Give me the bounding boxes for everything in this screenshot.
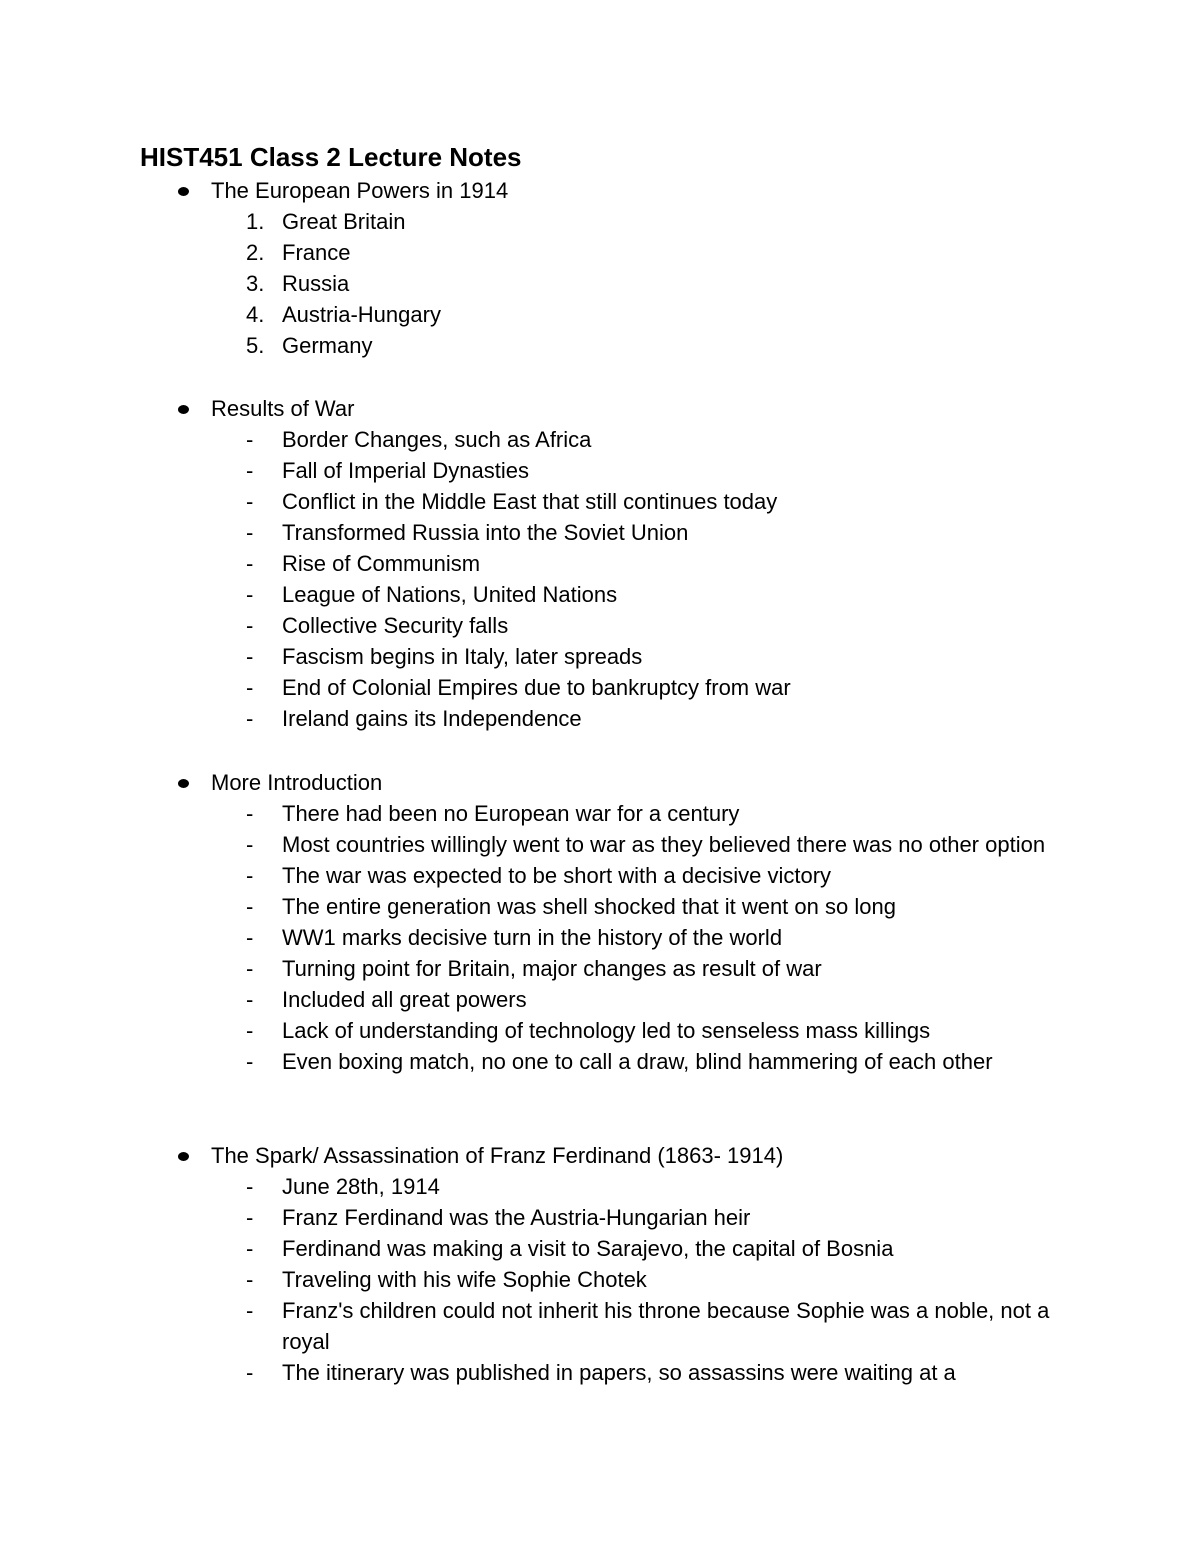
- section-heading-text: The European Powers in 1914: [211, 178, 509, 203]
- list-item: [0, 610, 1200, 641]
- list-marker: -: [246, 1205, 254, 1230]
- list-marker: -: [246, 1267, 254, 1292]
- section-heading-text: The Spark/ Assassination of Franz Ferdinand (1863- 1914): [211, 1143, 784, 1168]
- list-item-text: Traveling with his wife Sophie Chotek: [282, 1267, 647, 1292]
- section-heading: [0, 767, 1200, 798]
- list-marker: -: [246, 1018, 254, 1043]
- section-heading: [0, 1140, 1200, 1171]
- section-heading: [0, 393, 1200, 424]
- list-marker: -: [246, 644, 254, 669]
- list-item: [0, 330, 1200, 361]
- dash-list: [0, 1171, 1200, 1388]
- list-item: [0, 922, 1200, 953]
- list-item: [0, 641, 1200, 672]
- list-item: [0, 672, 1200, 703]
- section-european-powers: [0, 175, 1200, 361]
- list-item-text: League of Nations, United Nations: [282, 582, 618, 607]
- list-marker: -: [246, 675, 254, 700]
- list-item-text: Lack of understanding of technology led to senseless mass killings: [282, 1018, 931, 1043]
- list-item: [0, 953, 1200, 984]
- list-item-text: Turning point for Britain, major changes as result of war: [282, 956, 822, 981]
- list-item-text: Great Britain: [282, 209, 406, 234]
- list-item: [0, 548, 1200, 579]
- list-marker: -: [246, 551, 254, 576]
- page-title: HIST451 Class 2 Lecture Notes: [140, 142, 522, 172]
- list-marker: -: [246, 706, 254, 731]
- list-item: [0, 703, 1200, 734]
- list-marker: -: [246, 894, 254, 919]
- bullet-icon: [178, 779, 189, 788]
- bullet-icon: [178, 187, 189, 196]
- list-item: [0, 1046, 1200, 1077]
- list-marker: -: [246, 832, 254, 857]
- list-item-text: Franz's children could not inherit his throne because Sophie was a noble, not a royal: [282, 1298, 1050, 1354]
- list-item: [0, 455, 1200, 486]
- numbered-list: [0, 206, 1200, 361]
- list-item: [0, 424, 1200, 455]
- list-marker: -: [246, 801, 254, 826]
- list-item-text: Austria-Hungary: [282, 302, 441, 327]
- list-item-text: Rise of Communism: [282, 551, 481, 576]
- list-item: [0, 1295, 1200, 1357]
- list-item-text: Germany: [282, 333, 373, 358]
- list-item-text: End of Colonial Empires due to bankruptcy from war: [282, 675, 791, 700]
- list-item-text: Border Changes, such as Africa: [282, 427, 592, 452]
- section-heading-text: More Introduction: [211, 770, 383, 795]
- list-marker: -: [246, 489, 254, 514]
- list-item-text: France: [282, 240, 351, 265]
- list-item-text: Fascism begins in Italy, later spreads: [282, 644, 643, 669]
- list-marker: -: [246, 925, 254, 950]
- list-item: [0, 268, 1200, 299]
- section-heading: [0, 175, 1200, 206]
- list-marker: 5.: [246, 333, 265, 358]
- list-item-text: The itinerary was published in papers, so assassins were waiting at a: [282, 1360, 956, 1385]
- list-item: [0, 891, 1200, 922]
- list-item: [0, 579, 1200, 610]
- list-item-text: Transformed Russia into the Soviet Union: [282, 520, 689, 545]
- list-item-text: WW1 marks decisive turn in the history of the world: [282, 925, 783, 950]
- list-item: [0, 206, 1200, 237]
- list-item: [0, 1171, 1200, 1202]
- list-item-text: Most countries willingly went to war as they believed there was no other option: [282, 832, 1046, 857]
- list-item: [0, 486, 1200, 517]
- section-heading-text: Results of War: [211, 396, 355, 421]
- list-marker: -: [246, 427, 254, 452]
- list-item-text: There had been no European war for a century: [282, 801, 740, 826]
- list-marker: -: [246, 520, 254, 545]
- list-item: [0, 517, 1200, 548]
- list-marker: -: [246, 863, 254, 888]
- dash-list: [0, 798, 1200, 1077]
- list-item: [0, 798, 1200, 829]
- list-item-text: Fall of Imperial Dynasties: [282, 458, 529, 483]
- list-marker: -: [246, 956, 254, 981]
- list-item-text: Included all great powers: [282, 987, 527, 1012]
- section-the-spark: [0, 1140, 1200, 1388]
- list-item-text: Franz Ferdinand was the Austria-Hungarian heir: [282, 1205, 751, 1230]
- list-marker: -: [246, 1049, 254, 1074]
- list-item-text: Collective Security falls: [282, 613, 509, 638]
- list-marker: -: [246, 582, 254, 607]
- list-marker: -: [246, 613, 254, 638]
- list-item: [0, 860, 1200, 891]
- list-marker: -: [246, 458, 254, 483]
- list-item-text: Ferdinand was making a visit to Sarajevo, the capital of Bosnia: [282, 1236, 894, 1261]
- list-item: [0, 237, 1200, 268]
- dash-list: [0, 424, 1200, 734]
- list-marker: 4.: [246, 302, 265, 327]
- section-more-introduction: [0, 767, 1200, 1077]
- list-item-text: Russia: [282, 271, 350, 296]
- list-marker: 1.: [246, 209, 265, 234]
- list-item: [0, 984, 1200, 1015]
- list-marker: -: [246, 1298, 254, 1323]
- list-item: [0, 1015, 1200, 1046]
- section-results-of-war: [0, 393, 1200, 734]
- list-marker: -: [246, 1236, 254, 1261]
- list-item-text: June 28th, 1914: [282, 1174, 440, 1199]
- list-item: [0, 1357, 1200, 1388]
- list-item-text: The war was expected to be short with a decisive victory: [282, 863, 832, 888]
- bullet-icon: [178, 405, 189, 414]
- list-item: [0, 1264, 1200, 1295]
- list-marker: -: [246, 1360, 254, 1385]
- list-item: [0, 1233, 1200, 1264]
- list-marker: 3.: [246, 271, 265, 296]
- list-item: [0, 1202, 1200, 1233]
- list-marker: 2.: [246, 240, 265, 265]
- list-item-text: Ireland gains its Independence: [282, 706, 582, 731]
- list-item: [0, 829, 1200, 860]
- bullet-icon: [178, 1152, 189, 1161]
- list-item-text: Conflict in the Middle East that still continues today: [282, 489, 778, 514]
- list-item-text: Even boxing match, no one to call a draw, blind hammering of each other: [282, 1049, 993, 1074]
- list-item: [0, 299, 1200, 330]
- list-marker: -: [246, 1174, 254, 1199]
- list-marker: -: [246, 987, 254, 1012]
- list-item-text: The entire generation was shell shocked that it went on so long: [282, 894, 896, 919]
